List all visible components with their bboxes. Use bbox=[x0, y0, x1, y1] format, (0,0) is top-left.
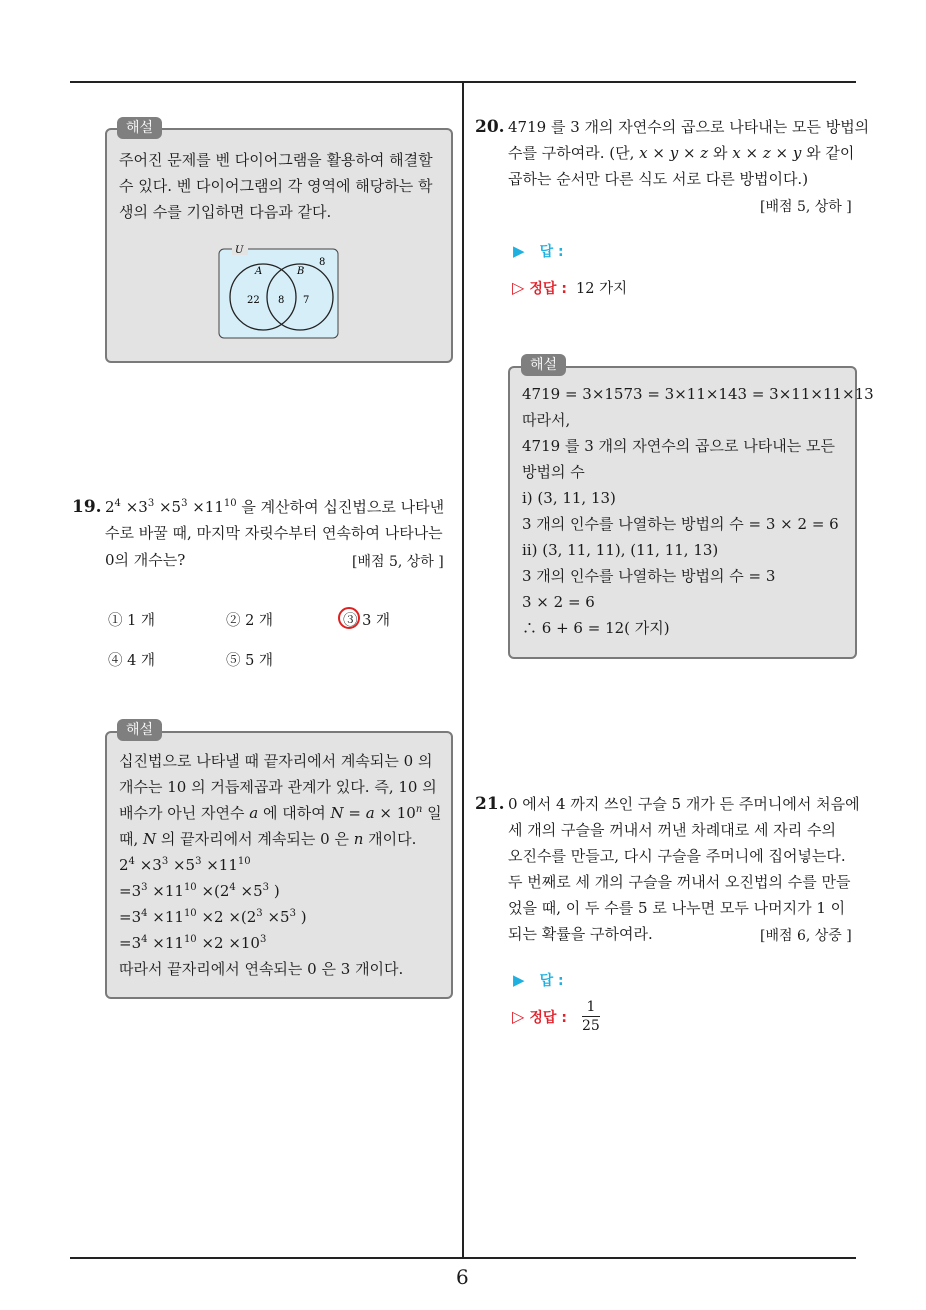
answer-arrow-icon: ▶ bbox=[513, 242, 525, 260]
solution-text: 십진법으로 나타낼 때 끝자리에서 계속되는 0 의 개수는 10 의 거듭제곱과 관계가 있다. 즉, 10 의 배수가 아닌 자연수 a 에 대하여 $N = a \times 10^n$ 일 때, N 의 끝자리에서 계속되는 0 은 n 개이다. $2^4 \times 3^3 \times 5^3 \times 11^{10}$ $=3^3 \times 11^{10} \times(2^4 \times 5^3$ ) $=3^4 \times 11^{10} \times 2 \times(2^3 \times 5^3$ ) $=3^4 \times 11^{10} \times 2 \times 10^3$ 따라서 끝자리에서 연속되는 0 은 3 개이다. bbox=[119, 752, 442, 978]
option-3[interactable]: ③ 3 개 bbox=[343, 613, 390, 629]
venn-set-a-label: A bbox=[255, 266, 263, 277]
correct-label: 정답 : bbox=[529, 1010, 567, 1026]
venn-universe-label: U bbox=[235, 245, 244, 256]
option-5[interactable]: ⑤ 5 개 bbox=[226, 653, 273, 669]
answer-arrow-icon: ▶ bbox=[513, 971, 525, 989]
correct-answer-row bbox=[512, 1007, 567, 1027]
solution-tag: 해설 bbox=[521, 354, 566, 376]
question-21-text: 0 에서 4 까지 쓰인 구슬 5 개가 든 주머니에서 처음에 세 개의 구슬을 꺼내서 꺼낸 차례대로 세 자리 수의 오진수를 만들고, 다시 구슬을 주머니에 집어넣는다. 두 번째로 세 개의 구슬을 꺼내서 오진법의 수를 만들 었을 때, 이 두 수를 5 로 나누면 모두 나머지가 1 이 되는 확률을 구하여라. bbox=[508, 795, 860, 943]
venn-outside-value: 8 bbox=[319, 257, 326, 268]
question-number: 20. bbox=[475, 117, 505, 137]
question-20-line-3: 곱하는 순서만 다른 식도 서로 다른 방법이다.) bbox=[508, 170, 809, 188]
correct-value: 12 가지 bbox=[576, 281, 628, 297]
correct-label: 정답 : bbox=[529, 281, 567, 297]
question-number: 21. bbox=[475, 794, 505, 814]
score-label: [배점 6, 상중 ] bbox=[760, 928, 852, 944]
solution-tag: 해설 bbox=[117, 719, 162, 741]
venn-intersection-value: 8 bbox=[278, 295, 285, 306]
answer-row bbox=[513, 970, 564, 990]
question-20-line-2: 수를 구하여라. (단, x × y × z 와 x × z × y 와 같이 bbox=[508, 144, 855, 162]
bottom-rule bbox=[70, 1257, 856, 1259]
score-label: [배점 5, 상하 ] bbox=[760, 199, 852, 215]
solution-text: 주어진 문제를 벤 다이어그램을 활용하여 해결할 수 있다. 벤 다이어그램의 각 영역에 해당하는 학 생의 수를 기입하면 다음과 같다. bbox=[119, 151, 433, 221]
correct-arrow-icon: ▷ bbox=[512, 278, 525, 297]
venn-a-only-value: 22 bbox=[247, 295, 260, 306]
score-label: [배점 5, 상하 ] bbox=[352, 554, 444, 570]
page-number: 6 bbox=[456, 1265, 469, 1289]
answer-label: 답 : bbox=[539, 973, 564, 989]
answer-row bbox=[513, 241, 564, 261]
question-19-line-1: $2^4 \times 3^3 \times 5^3 \times 11^{10}$ 을 계산하여 십진법으로 나타낸 bbox=[105, 498, 445, 516]
question-19-line-2: 수로 바꿀 때, 마지막 자릿수부터 연속하여 나타나는 bbox=[105, 524, 443, 542]
question-number: 19. bbox=[72, 497, 102, 517]
venn-b-only-value: 7 bbox=[303, 295, 310, 306]
option-1[interactable]: ① 1 개 bbox=[108, 613, 155, 629]
option-2[interactable]: ② 2 개 bbox=[226, 613, 273, 629]
option-4[interactable]: ④ 4 개 bbox=[108, 653, 155, 669]
answer-label: 답 : bbox=[539, 244, 564, 260]
fraction-numerator: 1 bbox=[582, 998, 600, 1017]
selected-answer-circle bbox=[338, 607, 360, 629]
column-divider bbox=[462, 82, 464, 1258]
question-20-line-1: 4719 를 3 개의 자연수의 곱으로 나타내는 모든 방법의 bbox=[508, 118, 870, 136]
question-19-line-3: 0의 개수는? bbox=[105, 551, 186, 569]
venn-diagram bbox=[218, 240, 340, 340]
solution-tag: 해설 bbox=[117, 117, 162, 139]
venn-set-b-label: B bbox=[297, 266, 305, 277]
fraction-denominator: 25 bbox=[582, 1018, 600, 1034]
solution-text: 4719 = 3×1573 = 3×11×143 = 3×11×11×13 따라서, 4719 를 3 개의 자연수의 곱으로 나타내는 모든 방법의 수 ⅰ) (3, 11, 13) 3 개의 인수를 나열하는 방법의 수 = 3 × 2 = 6 ⅱ) (3, 11, 11), (11, 11, 13) 3 개의 인수를 나열하는 방법의 수 = 3 3 × 2 = 6 ∴ 6 + 6 = 12( 가지) bbox=[522, 385, 874, 637]
correct-arrow-icon: ▷ bbox=[512, 1007, 525, 1026]
correct-answer-row bbox=[512, 277, 627, 298]
correct-value-fraction bbox=[582, 998, 600, 1035]
